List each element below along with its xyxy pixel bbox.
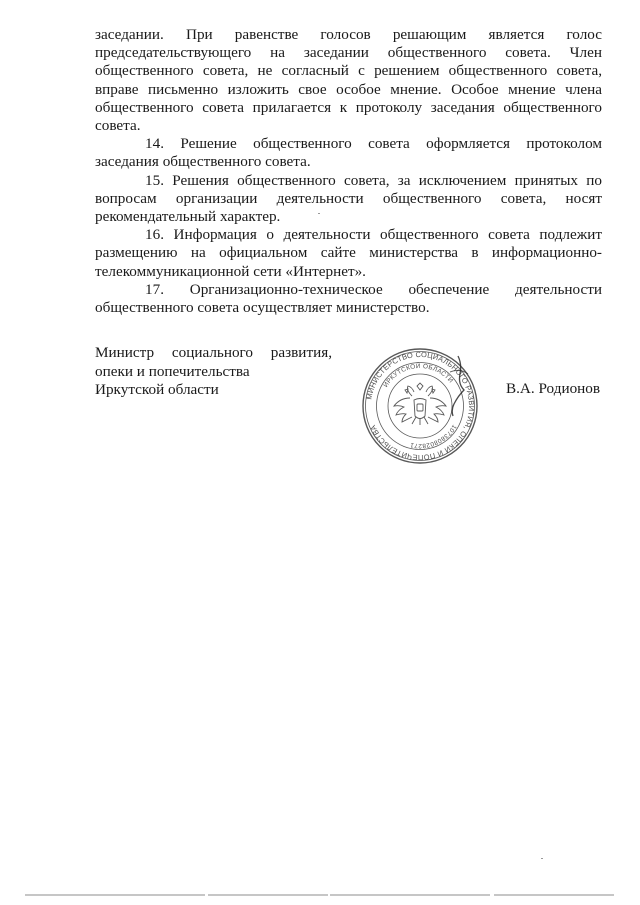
position-line-3: Иркутской области xyxy=(95,381,219,398)
scan-speck xyxy=(541,858,543,859)
stamp-inner-text: ИРКУТСКОЙ ОБЛАСТИ xyxy=(382,362,455,389)
document-body xyxy=(95,26,602,317)
stamp-number-text: 1073808028271 xyxy=(409,423,458,449)
paragraph-15: 15. Решения общественного совета, за исключением принятых по вопросам организации деятельности общественного совета, носят рекомендательный характер. xyxy=(95,171,602,226)
paragraph-14: 14. Решение общественного совета оформляется протоколом заседания общественного совета. xyxy=(95,135,602,171)
paragraph-continuation: заседании. При равенстве голосов решающим является голос председательствующего на заседании общественного совета. Член общественного совета, не согласный с решением общественного совета, вправе письменно изложить свое особое мнение. Особое мнение члена общественного совета прилагается к протоколу заседания общественного совета. xyxy=(95,26,602,135)
paragraph-17: 17. Организационно-техническое обеспечение деятельности общественного совета осуществляет министерство. xyxy=(95,280,602,317)
position-line-2: опеки и попечительства xyxy=(95,362,250,380)
signatory-name: В.А. Родионов xyxy=(506,380,601,397)
signatory-position xyxy=(95,344,332,400)
scan-speck xyxy=(318,213,320,214)
paragraph-16: 16. Информация о деятельности общественного совета подлежит размещению на официальном сайте министерства в информационно-телекоммуникационной сети «Интернет». xyxy=(95,226,602,280)
handwritten-signature xyxy=(428,352,488,422)
position-line-1: Министр социального развития, xyxy=(95,344,332,361)
stamp-outer-text: МИНИСТЕРСТВО СОЦИАЛЬНОГО РАЗВИТИЯ, ОПЕКИ И ПОПЕЧИТЕЛЬСТВА xyxy=(364,349,477,463)
page-bottom-rule xyxy=(25,894,615,895)
